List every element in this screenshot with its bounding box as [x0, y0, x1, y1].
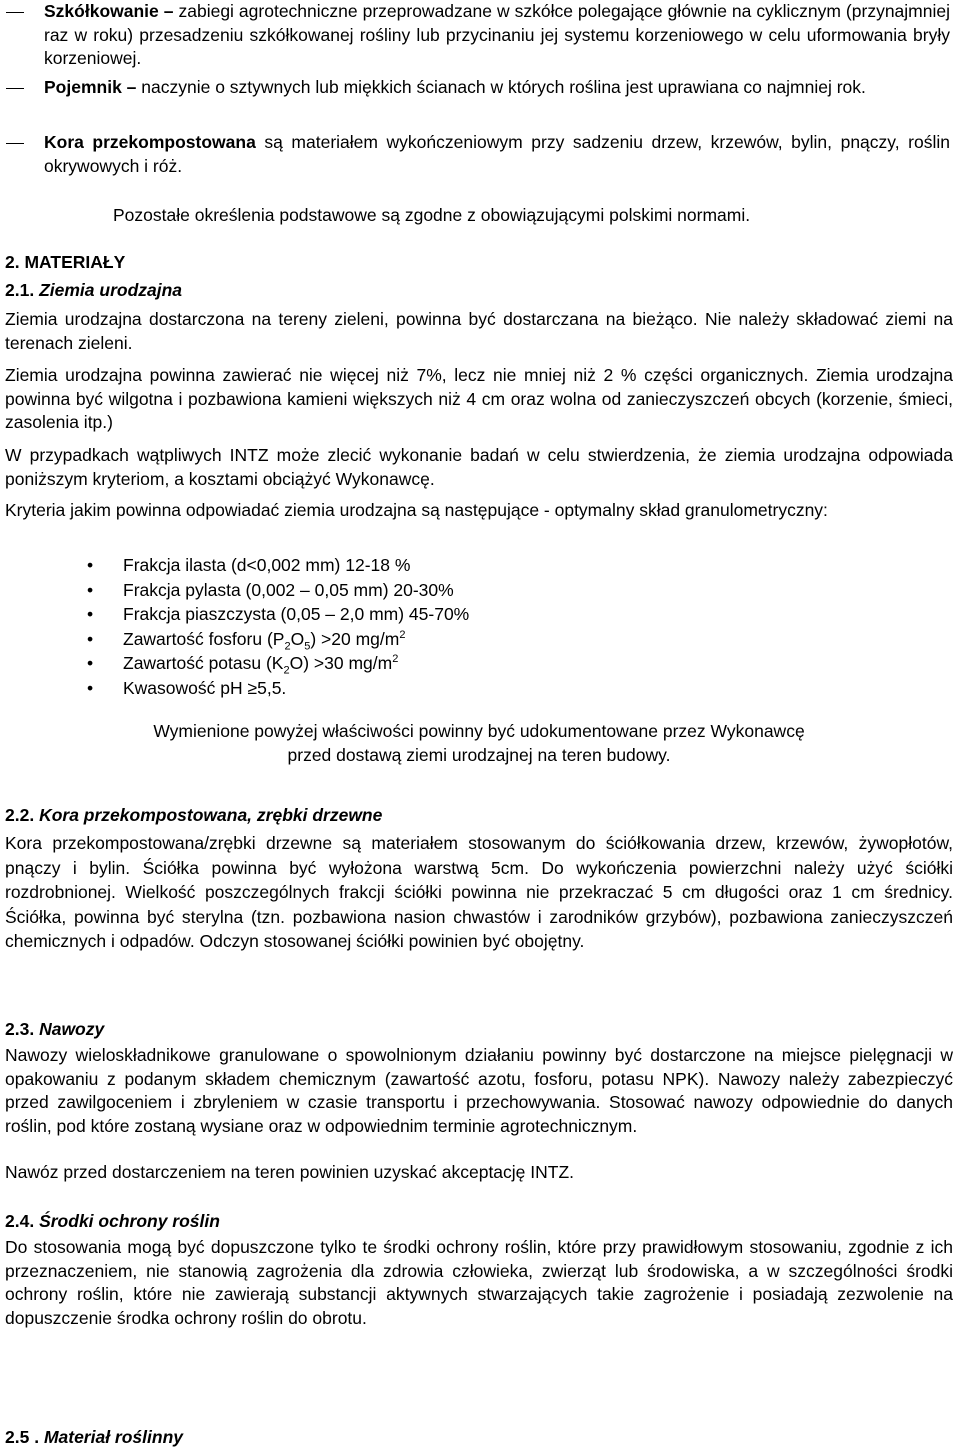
subsection-title: Materiał roślinny — [43, 1427, 184, 1447]
subsection-2-2-heading — [5, 804, 382, 828]
paragraph: Kryteria jakim powinna odpowiadać ziemia urodzajna są następujące - optymalny skład granulometryczny: — [5, 500, 828, 520]
criterion-text: Frakcja piaszczysta (0,05 – 2,0 mm) 45-70% — [123, 604, 470, 624]
subsection-title: Nawozy — [39, 1019, 105, 1039]
criterion-text: Kwasowość pH ≥5,5. — [123, 677, 287, 698]
dash-bullet — [6, 12, 24, 13]
definition-term: Kora przekompostowana — [44, 132, 256, 152]
subsection-title: Ziemia urodzajna — [39, 280, 183, 300]
subsection-2-5-heading — [5, 1426, 183, 1450]
definition-text: naczynie o sztywnych lub miękkich ścianach w których roślina jest uprawiana co najmniej rok. — [141, 77, 866, 97]
criterion-text: Frakcja pylasta (0,002 – 0,05 mm) 20-30% — [123, 579, 454, 600]
subsection-2-4-heading — [5, 1210, 220, 1234]
paragraph: Nawóz przed dostarczeniem na teren powinien uzyskać akceptację INTZ. — [5, 1162, 575, 1182]
subsection-2-3-heading — [5, 1018, 104, 1042]
criterion-text: Frakcja ilasta (d<0,002 mm) 12-18 % — [123, 555, 411, 575]
superscript: 2 — [392, 653, 399, 666]
list-item — [0, 676, 700, 701]
list-item — [0, 651, 700, 676]
paragraph: Kora przekompostowana/zrębki drzewne są materiałem stosowanym do ściółkowania drzew, krzewów, żywopłotów, pnączy i bylin. Ściółka powinna być wyłożona warstwą 5cm. Do wykończenia powierzchni należy użyć ściółki rozdrobnionej. Wielkość poszczególnych frakcji ściółki powinna nie przekraczać 5 cm długości oraz 1 cm średnicy. Ściółka, powinna być sterylna (tzn. pozbawiona nasion chwastów i zarodników grzybów), pozbawiona zanieczyszczeń chemicznych i odpadów. Odczyn stosowanej ściółki powinien być obojętny. — [5, 833, 953, 951]
definition-kora — [44, 131, 950, 178]
bullet-icon: • — [87, 579, 94, 600]
paragraph: Nawozy wieloskładnikowe granulowane o spowolnionym działaniu powinny być dostarczone na miejsce pielęgnacji w opakowaniu z podanym składem chemicznym (zawartość azotu, fosforu, potasu NPK). Nawozy należy zabezpieczyć przed zawilgoceniem i zbryleniem w czasie transportu i przechowywania. Stosować nawozy odpowiednie do danych roślin, pod które zostaną wysiane oraz w odpowiednim terminie agrotechnicznym. — [5, 1045, 953, 1136]
definition-pojemnik — [44, 76, 950, 100]
other-terms-note — [5, 204, 953, 228]
definition-text: zabiegi agrotechniczne przeprowadzane w szkółce polegające głównie na cyklicznym (przynajmniej raz w roku) przesadzeniu szkółkowanej rośliny lub przycinaniu jej systemu korzeniowego w celu uformowania bryły korzeniowej. — [44, 1, 950, 68]
criterion-text — [123, 653, 399, 677]
list-item — [0, 602, 700, 627]
definition-term: Pojemnik — [44, 77, 122, 97]
dash-bullet — [6, 88, 24, 89]
subsection-number: 2.2. — [5, 805, 35, 825]
paragraph: Ziemia urodzajna powinna zawierać nie więcej niż 7%, lecz nie mniej niż 2 % części organicznych. Ziemia urodzajna powinna być wilgotna i pozbawiona kamieni większych niż 4 cm oraz wolna od zanieczyszczeń obcych (korzenie, śmieci, zasolenia itp.) — [5, 365, 953, 432]
superscript: 2 — [399, 628, 406, 641]
note-line: przed dostawą ziemi urodzajnej na teren budowy. — [287, 744, 671, 765]
bullet-icon: • — [87, 604, 94, 624]
criterion-text — [123, 628, 406, 652]
text-part: Zawartość fosforu (P — [123, 628, 285, 649]
subsection-number: 2.5 . — [5, 1427, 40, 1447]
text-part: ) >20 mg/m — [310, 628, 400, 649]
documentation-note — [5, 720, 953, 767]
subsection-number: 2.4. — [5, 1211, 35, 1231]
list-item — [0, 553, 700, 578]
note-text: Pozostałe określenia podstawowe są zgodne z obowiązującymi polskimi normami. — [113, 205, 751, 225]
subscript: 2 — [284, 640, 291, 652]
dash-bullet — [6, 143, 24, 144]
paragraph: Ziemia urodzajna dostarczona na tereny zieleni, powinna być dostarczana na bieżąco. Nie należy składować ziemi na terenach zieleni. — [5, 309, 953, 353]
text-part: O) >30 mg/m — [289, 653, 393, 673]
subscript: 5 — [304, 640, 311, 652]
list-item — [0, 578, 700, 603]
definition-term: Szkółkowanie — [44, 1, 159, 21]
bullet-icon: • — [87, 653, 94, 673]
subsection-title: Kora przekompostowana, zrębki drzewne — [39, 805, 383, 825]
bullet-icon: • — [87, 677, 94, 698]
subsection-number: 2.1. — [5, 280, 35, 300]
bullet-icon: • — [87, 628, 94, 649]
list-item — [0, 627, 700, 652]
text-part: Zawartość potasu (K — [123, 653, 284, 673]
subsection-number: 2.3. — [5, 1019, 35, 1039]
subscript: 2 — [283, 664, 290, 677]
definition-separator: – — [158, 1, 179, 21]
subsection-title: Środki ochrony roślin — [39, 1211, 220, 1231]
paragraph: W przypadkach wątpliwych INTZ może zlecić wykonanie badań w celu stwierdzenia, że ziemia urodzajna odpowiada poniższym kryteriom, a kosztami obciążyć Wykonawcę. — [5, 445, 953, 489]
definition-szkolkowanie — [44, 0, 950, 71]
section-heading-materialy: 2. MATERIAŁY — [5, 252, 126, 272]
definition-separator: – — [121, 77, 142, 97]
note-line: Wymienione powyżej właściwości powinny być udokumentowane przez Wykonawcę — [153, 721, 805, 741]
definition-text: są materiałem wykończeniowym przy sadzeniu drzew, krzewów, bylin, pnączy, roślin okrywowych i róż. — [44, 132, 950, 176]
paragraph: Do stosowania mogą być dopuszczone tylko te środki ochrony roślin, które przy prawidłowym stosowaniu, zgodnie z ich przeznaczeniem, nie stanowią zagrożenia dla zdrowia człowieka, zwierząt lub środowiska, a w szczególności środki ochrony roślin, które nie zawierają substancji aktywnych stwarzających takie zagrożenie i posiadają zezwolenie na dopuszczenie środka ochrony roślin do obrotu. — [5, 1237, 953, 1328]
bullet-icon: • — [87, 555, 94, 575]
subsection-2-1-heading — [5, 279, 182, 303]
criteria-list — [0, 553, 700, 700]
text-part: O — [290, 628, 305, 649]
